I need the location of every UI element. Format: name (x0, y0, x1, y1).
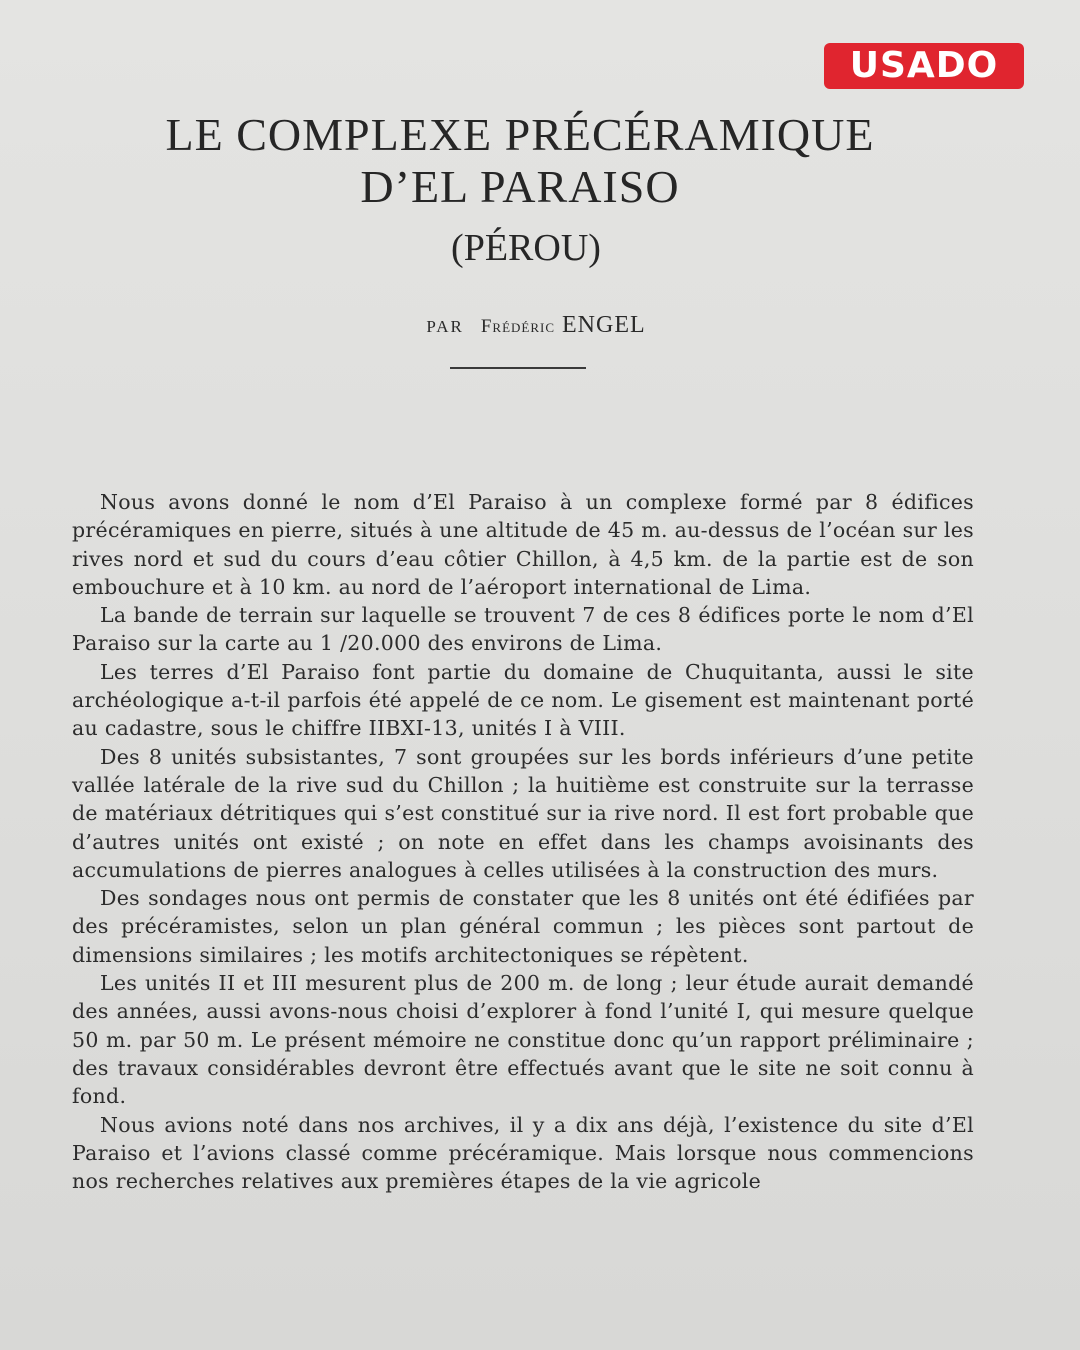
subtitle: (PÉROU) (451, 227, 601, 269)
paragraph: Nous avions noté dans nos archives, il y a dix ans déjà, l’existence du site d’El Paraiso et l’avions classé comme précéramique. Mais lorsque nous commencions nos recherches relatives aux premières étapes de la vie agricole (72, 1112, 974, 1194)
title-line-2: D’EL PARAISO (360, 161, 680, 212)
paragraph: Nous avons donné le nom d’El Paraiso à un complexe formé par 8 édifices précéramiques en pierre, situés à une altitude de 45 m. au-dessus de l’océan sur les rives nord et sud du cours d’eau côtier Chillon, à 4,5 km. de la partie est de son embouchure et à 10 km. au nord de l’aéroport international de Lima. (72, 490, 974, 599)
byline-prefix: PAR (426, 317, 464, 336)
paragraph: La bande de terrain sur laquelle se trouvent 7 de ces 8 édifices porte le nom d’El Paraiso sur la carte au 1 /20.000 des environs de Lima. (72, 603, 974, 656)
usado-badge: USADO (824, 43, 1024, 89)
author-last-name: ENGEL (562, 312, 646, 338)
byline (0, 312, 1072, 339)
paragraph: Des sondages nous ont permis de constater que les 8 unités ont été édifiées par des précéramistes, selon un plan général commun ; les pièces sont partout de dimensions similaires ; les motifs architectoniques se répètent. (72, 886, 974, 967)
paragraph: Les terres d’El Paraiso font partie du domaine de Chuquitanta, aussi le site archéologique a-t-il parfois été appelé de ce nom. Le gisement est maintenant porté au cadastre, sous le chiffre IIBXI-13, unités I à VIII. (72, 659, 974, 741)
author-first-name: Frédéric (480, 316, 556, 337)
title-line-1: LE COMPLEXE PRÉCÉRAMIQUE (165, 109, 875, 160)
title-divider (450, 367, 586, 369)
paragraph: Les unités II et III mesurent plus de 200 m. de long ; leur étude aurait demandé des années, aussi avons-nous choisi d’explorer à fond l’unité I, qui mesure quelque 50 m. par 50 m. Le présent mémoire ne constitue donc qu’un rapport préliminaire ; des travaux considérables devront être effectués avant que le site ne soit connu à fond. (72, 971, 974, 1109)
paragraph: Des 8 unités subsistantes, 7 sont groupées sur les bords inférieurs d’une petite vallée latérale de la rive sud du Chillon ; la huitième est construite sur la terrasse de matériaux détritiques qui s’est constitué sur ia rive nord. Il est fort probable que d’autres unités ont existé ; on note en effet dans les champs avoisinants des accumulations de pierres analogues à celles utilisées à la construction des murs. (72, 744, 974, 882)
article-body (72, 488, 974, 1195)
